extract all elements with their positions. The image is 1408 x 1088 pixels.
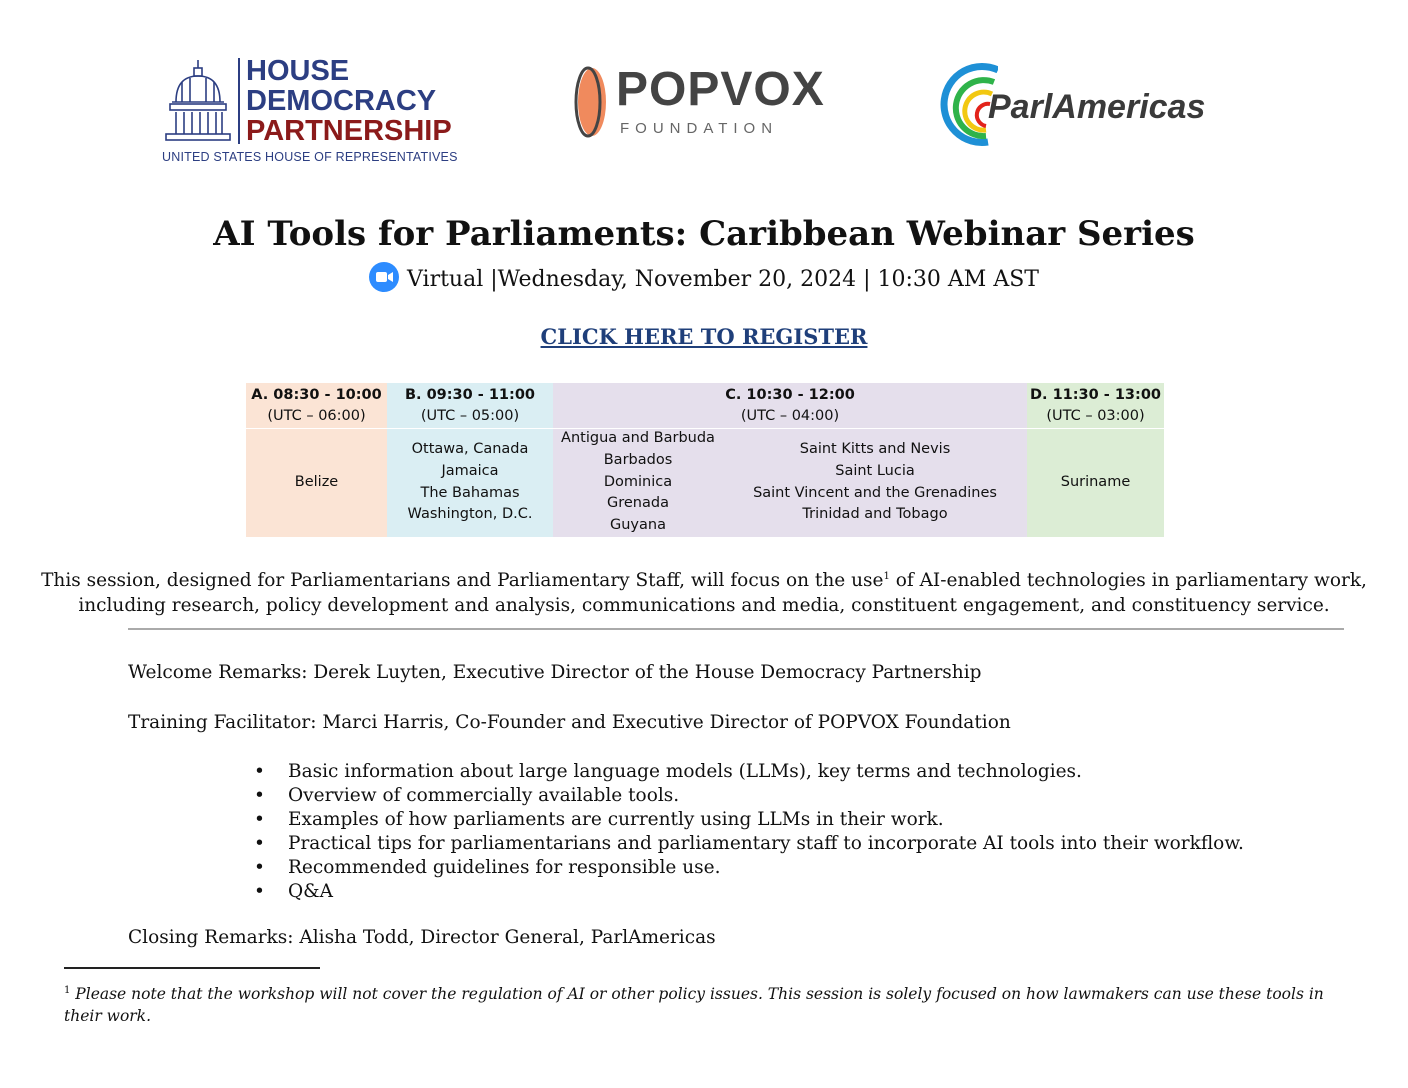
timezone-header-c	[553, 383, 1027, 430]
topic-list	[250, 760, 1244, 904]
timezone-header-a	[246, 383, 387, 430]
video-camera-icon	[369, 262, 399, 298]
parlamericas-name: ParlAmericas	[988, 88, 1206, 126]
country: Saint Vincent and the Grenadines	[753, 484, 997, 501]
popvox-foundation-logo	[572, 62, 842, 142]
list-item: • Q&A	[250, 880, 1244, 904]
country: Antigua and Barbuda	[561, 430, 715, 446]
timezone-slot: C. 10:30 - 12:00	[725, 387, 855, 403]
parlamericas-logo	[928, 62, 1228, 152]
timezone-slot: B. 09:30 - 11:00	[404, 387, 536, 403]
popvox-subtitle: FOUNDATION	[620, 120, 779, 137]
popvox-name: POPVOX	[616, 63, 825, 116]
event-details-text: Virtual |Wednesday, November 20, 2024 | 10:30 AM AST	[407, 267, 1039, 292]
list-item: • Practical tips for parliamentarians and parliamentary staff to incorporate AI tools into their workflow.	[250, 832, 1244, 856]
hdp-subtitle: UNITED STATES HOUSE OF REPRESENTATIVES	[162, 150, 458, 164]
timezone-header-d	[1027, 383, 1164, 430]
list-item: • Overview of commercially available tools.	[250, 784, 1244, 808]
list-item: • Basic information about large language models (LLMs), key terms and technologies.	[250, 760, 1244, 784]
timezone-utc: (UTC – 03:00)	[1046, 408, 1145, 424]
timezone-utc: (UTC – 04:00)	[740, 408, 840, 424]
timezone-countries-a	[246, 428, 387, 537]
timezone-countries-b	[387, 428, 553, 537]
country: Ottawa, Canada	[411, 440, 529, 457]
intro-text-line2: including research, policy development and analysis, communications and media, constituent engagement, and constituency service.	[78, 595, 1330, 617]
page-title: AI Tools for Parliaments: Caribbean Webinar Series	[213, 214, 1195, 254]
list-item: • Examples of how parliaments are currently using LLMs in their work.	[250, 808, 1244, 832]
list-item: • Recommended guidelines for responsible use.	[250, 856, 1244, 880]
timezone-countries-d	[1027, 428, 1164, 537]
country: Jamaica	[441, 462, 499, 479]
country: Dominica	[603, 473, 673, 490]
timezone-header-b	[387, 383, 553, 430]
timezone-column-b	[387, 383, 553, 537]
timezone-utc: (UTC – 05:00)	[420, 408, 520, 424]
timezone-table	[246, 383, 1164, 537]
capitol-dome-icon	[162, 58, 234, 148]
intro-paragraph	[40, 564, 1368, 618]
timezone-column-d	[1027, 383, 1164, 537]
timezone-slot: A. 08:30 - 10:00	[251, 387, 382, 403]
country: Saint Kitts and Nevis	[799, 440, 951, 457]
welcome-remarks: Welcome Remarks: Derek Luyten, Executive Director of the House Democracy Partnership	[128, 662, 982, 683]
timezone-countries-c-right	[723, 428, 1027, 537]
house-democracy-partnership-logo	[160, 56, 480, 166]
hdp-line-partnership: PARTNERSHIP	[246, 115, 452, 147]
intro-text-part1: This session, designed for Parliamentarians and Parliamentary Staff, will focus on the use	[41, 570, 884, 592]
register-link[interactable]: CLICK HERE TO REGISTER	[540, 324, 868, 349]
country: Trinidad and Tobago	[802, 506, 948, 523]
country: Barbados	[603, 451, 673, 468]
timezone-countries-c-left	[553, 428, 723, 537]
popvox-oval-icon	[572, 64, 612, 140]
country: Suriname	[1060, 473, 1131, 490]
section-divider	[128, 628, 1344, 630]
closing-remarks: Closing Remarks: Alisha Todd, Director General, ParlAmericas	[128, 927, 716, 948]
event-details	[0, 262, 1408, 298]
intro-text-part2: of AI-enabled technologies in parliamentary work,	[889, 570, 1367, 592]
country: Belize	[294, 473, 339, 490]
footnote-reference[interactable]: 1	[883, 571, 890, 582]
footnote	[64, 980, 1354, 1027]
training-facilitator: Training Facilitator: Marci Harris, Co-Founder and Executive Director of POPVOX Foundation	[128, 712, 1011, 733]
timezone-column-a	[246, 383, 387, 537]
hdp-line-house: HOUSE	[246, 55, 350, 87]
country: Washington, D.C.	[407, 506, 533, 523]
timezone-utc: (UTC – 06:00)	[267, 408, 366, 424]
country: Guyana	[610, 517, 666, 534]
footnote-divider	[64, 967, 320, 969]
hdp-line-democracy: DEMOCRACY	[246, 85, 437, 117]
country: Grenada	[607, 495, 669, 512]
country: The Bahamas	[420, 484, 520, 501]
footnote-mark: 1	[64, 985, 71, 996]
timezone-column-c	[553, 383, 1027, 537]
footnote-text: Please note that the workshop will not cover the regulation of AI or other policy issues. This session is solely focused on how lawmakers can use these tools in their work.	[64, 985, 1324, 1026]
country: Saint Lucia	[835, 462, 915, 479]
timezone-slot: D. 11:30 - 13:00	[1029, 387, 1162, 403]
